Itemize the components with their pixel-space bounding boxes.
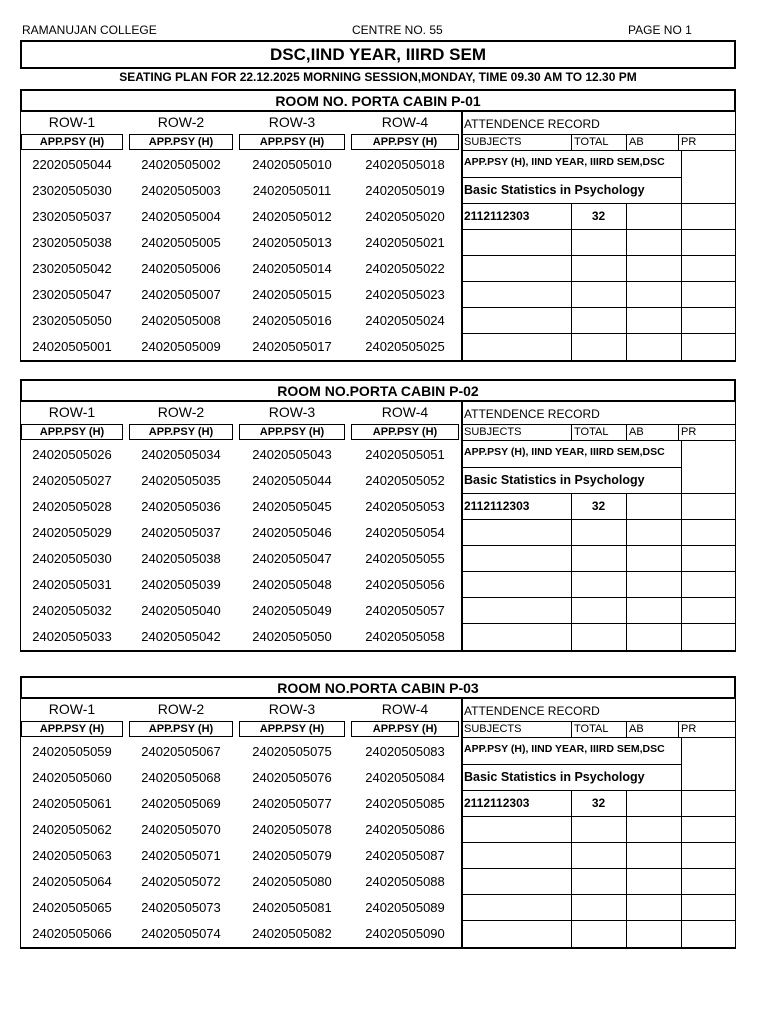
roll-number-cell: 24020505045 (252, 499, 332, 514)
attendance-header: PR (681, 426, 697, 438)
roll-number-cell: 24020505089 (365, 900, 445, 915)
roll-number-cell: 24020505034 (141, 447, 221, 462)
attendance-line (461, 134, 736, 135)
attendance-line (461, 597, 736, 598)
attendance-line (461, 424, 736, 425)
roll-number-cell: 24020505052 (365, 473, 445, 488)
roll-number-cell: 24020505066 (32, 926, 112, 941)
roll-number-cell: 24020505068 (141, 770, 221, 785)
column-header: APP.PSY (H) (239, 424, 345, 440)
roll-number-cell: 24020505015 (252, 287, 332, 302)
attendance-divider (681, 177, 682, 360)
column-header: APP.PSY (H) (21, 721, 123, 737)
roll-number-cell: 24020505013 (252, 235, 332, 250)
attendance-header: PR (681, 723, 697, 735)
attendance-header: TOTAL (574, 136, 609, 148)
roll-number-cell: 24020505081 (252, 900, 332, 915)
roll-number-cell: 24020505035 (141, 473, 221, 488)
attendance-divider (681, 737, 682, 764)
room-section (20, 89, 736, 361)
attendance-line (461, 255, 736, 256)
page-title: DSC,IIND YEAR, IIIRD SEM (20, 40, 736, 69)
roll-number-cell: 24020505083 (365, 744, 445, 759)
roll-number-cell: 24020505005 (141, 235, 221, 250)
attendance-title: ATTENDENCE RECORD (464, 407, 600, 421)
attendance-divider (678, 721, 679, 737)
attendance-divider (681, 764, 682, 947)
row-label: ROW-4 (381, 114, 429, 130)
roll-number-cell: 24020505026 (32, 447, 112, 462)
roll-number-cell: 24020505019 (365, 183, 445, 198)
column-header: APP.PSY (H) (129, 134, 233, 150)
room-title: ROOM NO. PORTA CABIN P-01 (20, 89, 736, 112)
roll-number-cell: 24020505012 (252, 209, 332, 224)
roll-number-cell: 24020505023 (365, 287, 445, 302)
attendance-divider (571, 493, 572, 650)
attendance-header: SUBJECTS (464, 723, 522, 735)
table-bottom-border (20, 650, 736, 652)
roll-number-cell: 24020505077 (252, 796, 332, 811)
roll-number-cell: 24020505058 (365, 629, 445, 644)
roll-number-cell: 23020505030 (32, 183, 112, 198)
column-header: APP.PSY (H) (351, 721, 459, 737)
roll-number-cell: 24020505074 (141, 926, 221, 941)
roll-number-cell: 23020505038 (32, 235, 112, 250)
attendance-header: AB (629, 723, 644, 735)
row-label: ROW-2 (157, 701, 205, 717)
subject-code[interactable]: 2112112303 (464, 796, 530, 810)
row-label: ROW-1 (48, 114, 96, 130)
attendance-line (461, 545, 736, 546)
roll-number-cell: 24020505003 (141, 183, 221, 198)
roll-number-cell: 24020505073 (141, 900, 221, 915)
roll-number-cell: 24020505014 (252, 261, 332, 276)
attendance-divider (571, 134, 572, 150)
row-label: ROW-4 (381, 404, 429, 420)
roll-number-cell: 24020505027 (32, 473, 112, 488)
roll-number-cell: 24020505037 (141, 525, 221, 540)
attendance-divider (678, 424, 679, 440)
column-header: APP.PSY (H) (129, 721, 233, 737)
course-description[interactable]: APP.PSY (H), IIND YEAR, IIIRD SEM,DSC (464, 156, 665, 168)
roll-number-cell: 24020505031 (32, 577, 112, 592)
attendance-header: SUBJECTS (464, 426, 522, 438)
roll-number-cell: 24020505053 (365, 499, 445, 514)
attendance-divider (571, 790, 572, 947)
attendance-divider (681, 150, 682, 177)
roll-number-cell: 24020505059 (32, 744, 112, 759)
row-label: ROW-4 (381, 701, 429, 717)
roll-number-cell: 24020505009 (141, 339, 221, 354)
centre-number: CENTRE NO. 55 (352, 23, 443, 37)
roll-number-cell: 24020505022 (365, 261, 445, 276)
attendance-header: TOTAL (574, 723, 609, 735)
roll-number-cell: 24020505076 (252, 770, 332, 785)
roll-number-cell: 24020505043 (252, 447, 332, 462)
total-count: 32 (591, 499, 606, 513)
attendance-line (461, 177, 681, 178)
attendance-header: PR (681, 136, 697, 148)
attendance-line (461, 440, 736, 441)
roll-number-cell: 24020505084 (365, 770, 445, 785)
column-header: APP.PSY (H) (129, 424, 233, 440)
roll-number-cell: 24020505040 (141, 603, 221, 618)
column-header: APP.PSY (H) (351, 134, 459, 150)
roll-number-cell: 24020505054 (365, 525, 445, 540)
roll-number-cell: 24020505030 (32, 551, 112, 566)
college-name: RAMANUJAN COLLEGE (22, 23, 157, 37)
roll-number-cell: 23020505047 (32, 287, 112, 302)
attendance-line (461, 493, 736, 494)
roll-number-cell: 23020505037 (32, 209, 112, 224)
roll-number-cell: 24020505044 (252, 473, 332, 488)
roll-number-cell: 24020505088 (365, 874, 445, 889)
table-bottom-border (20, 360, 736, 362)
row-label: ROW-1 (48, 404, 96, 420)
roll-number-cell: 24020505020 (365, 209, 445, 224)
attendance-line (461, 737, 736, 738)
roll-number-cell: 24020505038 (141, 551, 221, 566)
column-header: APP.PSY (H) (21, 424, 123, 440)
attendance-divider (626, 493, 627, 650)
roll-number-cell: 24020505070 (141, 822, 221, 837)
row-label: ROW-1 (48, 701, 96, 717)
roll-number-cell: 23020505042 (32, 261, 112, 276)
column-header: APP.PSY (H) (239, 721, 345, 737)
attendance-divider (626, 424, 627, 440)
course-description[interactable]: APP.PSY (H), IIND YEAR, IIIRD SEM,DSC (464, 743, 665, 755)
roll-number-cell: 24020505006 (141, 261, 221, 276)
roll-number-cell: 22020505044 (32, 157, 112, 172)
subject-name[interactable]: Basic Statistics in Psychology (464, 770, 645, 784)
roll-number-cell: 24020505079 (252, 848, 332, 863)
roll-number-cell: 24020505018 (365, 157, 445, 172)
roll-number-cell: 24020505039 (141, 577, 221, 592)
roll-number-cell: 24020505024 (365, 313, 445, 328)
roll-number-cell: 24020505087 (365, 848, 445, 863)
roll-number-cell: 24020505090 (365, 926, 445, 941)
roll-number-cell: 24020505029 (32, 525, 112, 540)
roll-number-cell: 24020505069 (141, 796, 221, 811)
attendance-divider (626, 134, 627, 150)
attendance-divider (571, 721, 572, 737)
attendance-line (461, 790, 736, 791)
attendance-line (461, 203, 736, 204)
row-label: ROW-2 (157, 404, 205, 420)
subject-name[interactable]: Basic Statistics in Psychology (464, 473, 645, 487)
roll-number-cell: 24020505072 (141, 874, 221, 889)
attendance-line (461, 816, 736, 817)
roll-number-cell: 24020505042 (141, 629, 221, 644)
attendance-line (461, 229, 736, 230)
roll-number-cell: 24020505086 (365, 822, 445, 837)
roll-number-cell: 24020505071 (141, 848, 221, 863)
roll-number-cell: 24020505065 (32, 900, 112, 915)
attendance-line (461, 920, 736, 921)
page-number: PAGE NO 1 (628, 23, 692, 37)
session-subtitle: SEATING PLAN FOR 22.12.2025 MORNING SESSION,MONDAY, TIME 09.30 AM TO 12.30 PM (119, 70, 637, 84)
attendance-divider (626, 203, 627, 360)
attendance-divider (626, 721, 627, 737)
room-title: ROOM NO.PORTA CABIN P-02 (20, 379, 736, 402)
subject-code[interactable]: 2112112303 (464, 499, 530, 513)
attendance-divider (571, 203, 572, 360)
attendance-line (461, 721, 736, 722)
attendance-line (461, 150, 736, 151)
attendance-divider (681, 467, 682, 650)
course-description[interactable]: APP.PSY (H), IIND YEAR, IIIRD SEM,DSC (464, 446, 665, 458)
attendance-line (461, 467, 681, 468)
attendance-divider (571, 424, 572, 440)
roll-number-cell: 24020505080 (252, 874, 332, 889)
roll-number-cell: 24020505061 (32, 796, 112, 811)
roll-number-cell: 24020505017 (252, 339, 332, 354)
roll-number-cell: 24020505048 (252, 577, 332, 592)
roll-number-cell: 24020505067 (141, 744, 221, 759)
roll-number-cell: 24020505082 (252, 926, 332, 941)
roll-number-cell: 24020505047 (252, 551, 332, 566)
roll-number-cell: 24020505033 (32, 629, 112, 644)
room-title: ROOM NO.PORTA CABIN P-03 (20, 676, 736, 699)
roll-number-cell: 24020505004 (141, 209, 221, 224)
row-label: ROW-2 (157, 114, 205, 130)
roll-number-cell: 24020505064 (32, 874, 112, 889)
attendance-divider (678, 134, 679, 150)
total-count: 32 (591, 796, 606, 810)
attendance-line (461, 519, 736, 520)
roll-number-cell: 24020505049 (252, 603, 332, 618)
roll-number-cell: 24020505021 (365, 235, 445, 250)
roll-number-cell: 24020505036 (141, 499, 221, 514)
subject-code[interactable]: 2112112303 (464, 209, 530, 223)
row-label: ROW-3 (268, 114, 316, 130)
roll-number-cell: 24020505011 (252, 183, 332, 198)
row-label: ROW-3 (268, 404, 316, 420)
roll-number-cell: 24020505028 (32, 499, 112, 514)
attendance-line (461, 571, 736, 572)
column-header: APP.PSY (H) (351, 424, 459, 440)
attendance-header: TOTAL (574, 426, 609, 438)
roll-number-cell: 24020505085 (365, 796, 445, 811)
attendance-line (461, 868, 736, 869)
roll-number-cell: 24020505002 (141, 157, 221, 172)
roll-number-cell: 24020505060 (32, 770, 112, 785)
roll-number-cell: 24020505057 (365, 603, 445, 618)
roll-number-cell: 24020505046 (252, 525, 332, 540)
room-section (20, 676, 736, 948)
attendance-line (461, 281, 736, 282)
attendance-title: ATTENDENCE RECORD (464, 704, 600, 718)
roll-number-cell: 24020505075 (252, 744, 332, 759)
attendance-line (461, 623, 736, 624)
column-header: APP.PSY (H) (21, 134, 123, 150)
roll-number-cell: 24020505010 (252, 157, 332, 172)
total-count: 32 (591, 209, 606, 223)
row-label: ROW-3 (268, 701, 316, 717)
attendance-header: AB (629, 136, 644, 148)
attendance-header: SUBJECTS (464, 136, 522, 148)
attendance-line (461, 842, 736, 843)
roll-number-cell: 24020505078 (252, 822, 332, 837)
roll-number-cell: 24020505025 (365, 339, 445, 354)
attendance-header: AB (629, 426, 644, 438)
roll-number-cell: 24020505063 (32, 848, 112, 863)
column-header: APP.PSY (H) (239, 134, 345, 150)
attendance-title: ATTENDENCE RECORD (464, 117, 600, 131)
roll-number-cell: 24020505016 (252, 313, 332, 328)
roll-number-cell: 23020505050 (32, 313, 112, 328)
room-section (20, 379, 736, 651)
attendance-line (461, 307, 736, 308)
table-bottom-border (20, 947, 736, 949)
roll-number-cell: 24020505062 (32, 822, 112, 837)
roll-number-cell: 24020505055 (365, 551, 445, 566)
attendance-divider (626, 790, 627, 947)
roll-number-cell: 24020505008 (141, 313, 221, 328)
attendance-line (461, 894, 736, 895)
attendance-line (461, 333, 736, 334)
roll-number-cell: 24020505051 (365, 447, 445, 462)
subject-name[interactable]: Basic Statistics in Psychology (464, 183, 645, 197)
roll-number-cell: 24020505056 (365, 577, 445, 592)
roll-number-cell: 24020505001 (32, 339, 112, 354)
roll-number-cell: 24020505032 (32, 603, 112, 618)
attendance-divider (681, 440, 682, 467)
roll-number-cell: 24020505007 (141, 287, 221, 302)
roll-number-cell: 24020505050 (252, 629, 332, 644)
attendance-line (461, 764, 681, 765)
